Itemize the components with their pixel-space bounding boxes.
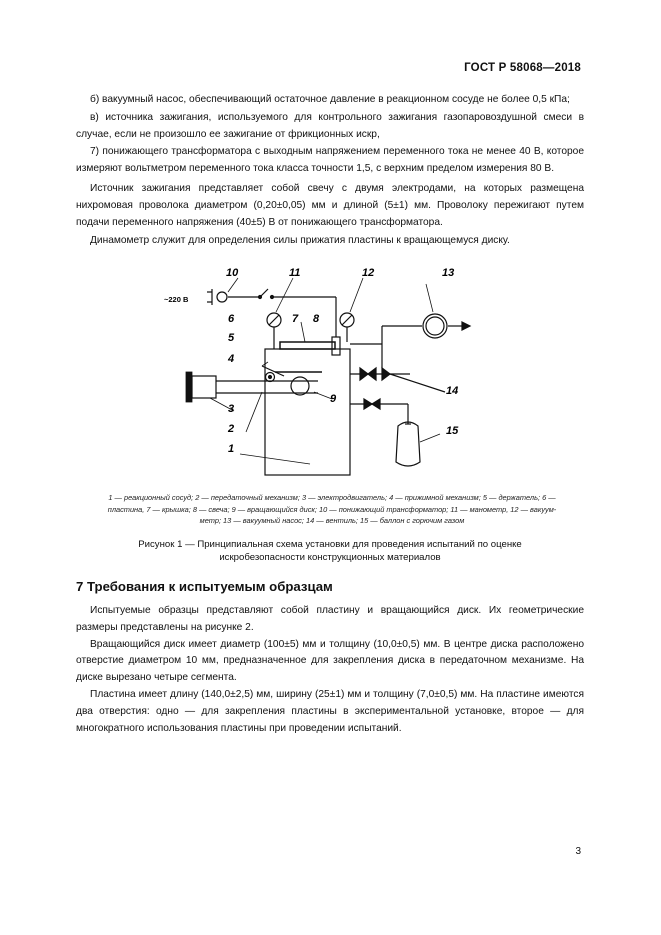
intro-text [76,92,584,250]
label-15: 15 [446,425,459,437]
paragraph-vacuum-pump: б) вакуумный насос, обеспечивающий остаточное давление в реакционном сосуде не более 0,5 кПа; [90,94,570,105]
electric-motor [192,376,216,398]
label-1: 1 [228,443,235,455]
label-12: 12 [362,267,375,279]
legend-line: 1 — реакционный сосуд; 2 — передаточный механизм; 3 — электродвигатель; 4 — прижимной механизм; 5 — держатель; 6 — [108,493,556,502]
figure-legend [52,492,612,527]
legend-line: метр; 13 — вакуумный насос; 14 — вентиль; 15 — баллон с горючим газом [199,516,465,525]
paragraph-spark-plug: Источник зажигания представляет собой свечу с двумя электродами, на которых размещена нихромовая проволока диаметром (0,20±0,05) мм и длиной (5±1) мм. Проволоку пережигают путем подачи переменного напряжения (40±5) В от понижающего трансформатора. [76,182,584,228]
section-heading: 7 Требования к испытуемым образцам [76,579,333,594]
valve [360,368,368,380]
apparatus-diagram [150,264,480,484]
lid [280,342,335,349]
paragraph-ignition-source: в) источника зажигания, используемого для контрольного зажигания газопаровоздушной смеси в случае, если не произошло ее зажигание от фрикционных искр, [76,111,584,140]
label-11: 11 [289,267,301,279]
transformer [217,292,227,302]
label-10: 10 [226,267,239,279]
caption-line: Рисунок 1 — Принципиальная схема установки для проведения испытаний по оценке [138,539,522,550]
spark-plug [332,337,340,355]
label-7: 7 [292,313,299,325]
figure-caption [90,538,570,564]
caption-line: искробезопасности конструкционных материалов [219,552,441,563]
label-6: 6 [228,313,235,325]
label-4: 4 [228,353,235,365]
label-13: 13 [442,267,455,279]
reaction-vessel [265,349,350,475]
legend-line: пластина, 7 — крышка; 8 — свеча; 9 — вращающийся диск; 10 — понижающий трансформатор; 11 — манометр, 12 — вакуум- [107,504,557,514]
paragraph-dynamometer: Динамометр служит для определения силы прижатия пластины к вращающемуся диску. [90,235,510,247]
label-3: 3 [228,403,235,415]
rotating-disc [291,377,309,395]
page-number: 3 [575,846,581,857]
label-voltage: ~220 В [164,295,189,304]
label-5: 5 [228,332,235,344]
document-header: ГОСТ Р 58068—2018 [464,62,581,74]
label-9: 9 [330,393,337,405]
label-2: 2 [228,423,235,435]
gas-cylinder [396,422,420,466]
apparatus-schematic [150,264,480,484]
label-14: 14 [446,385,459,397]
paragraph-transformer: 7) понижающего трансформатора с выходным напряжением переменного тока не менее 40 В, которое измеряют вольтметром переменного тока класса точности 1,5, с верхним пределом измерения 80 В. [76,146,584,175]
paragraph-samples: Испытуемые образцы представляют собой пластину и вращающийся диск. Их геометрические размеры представлены на рисунке 2. [76,605,584,633]
label-8: 8 [313,313,320,325]
paragraph-plate: Пластина имеет длину (140,0±2,5) мм, ширину (25±1) мм и толщину (7,0±0,5) мм. На пластине имеются два отверстия: одно — для закрепления пластины в экспериментальной установке, второе — для многократного использования пластины при проведении испытаний. [76,688,584,734]
section7-text [76,603,584,737]
paragraph-disc: Вращающийся диск имеет диаметр (100±5) мм и толщину (10,0±0,5) мм. В центре диска расположено отверстие диаметром 10 мм, предназначенное для закрепления диска в передаточном механизме. На диске вырезано четыре сегмента. [76,638,584,684]
